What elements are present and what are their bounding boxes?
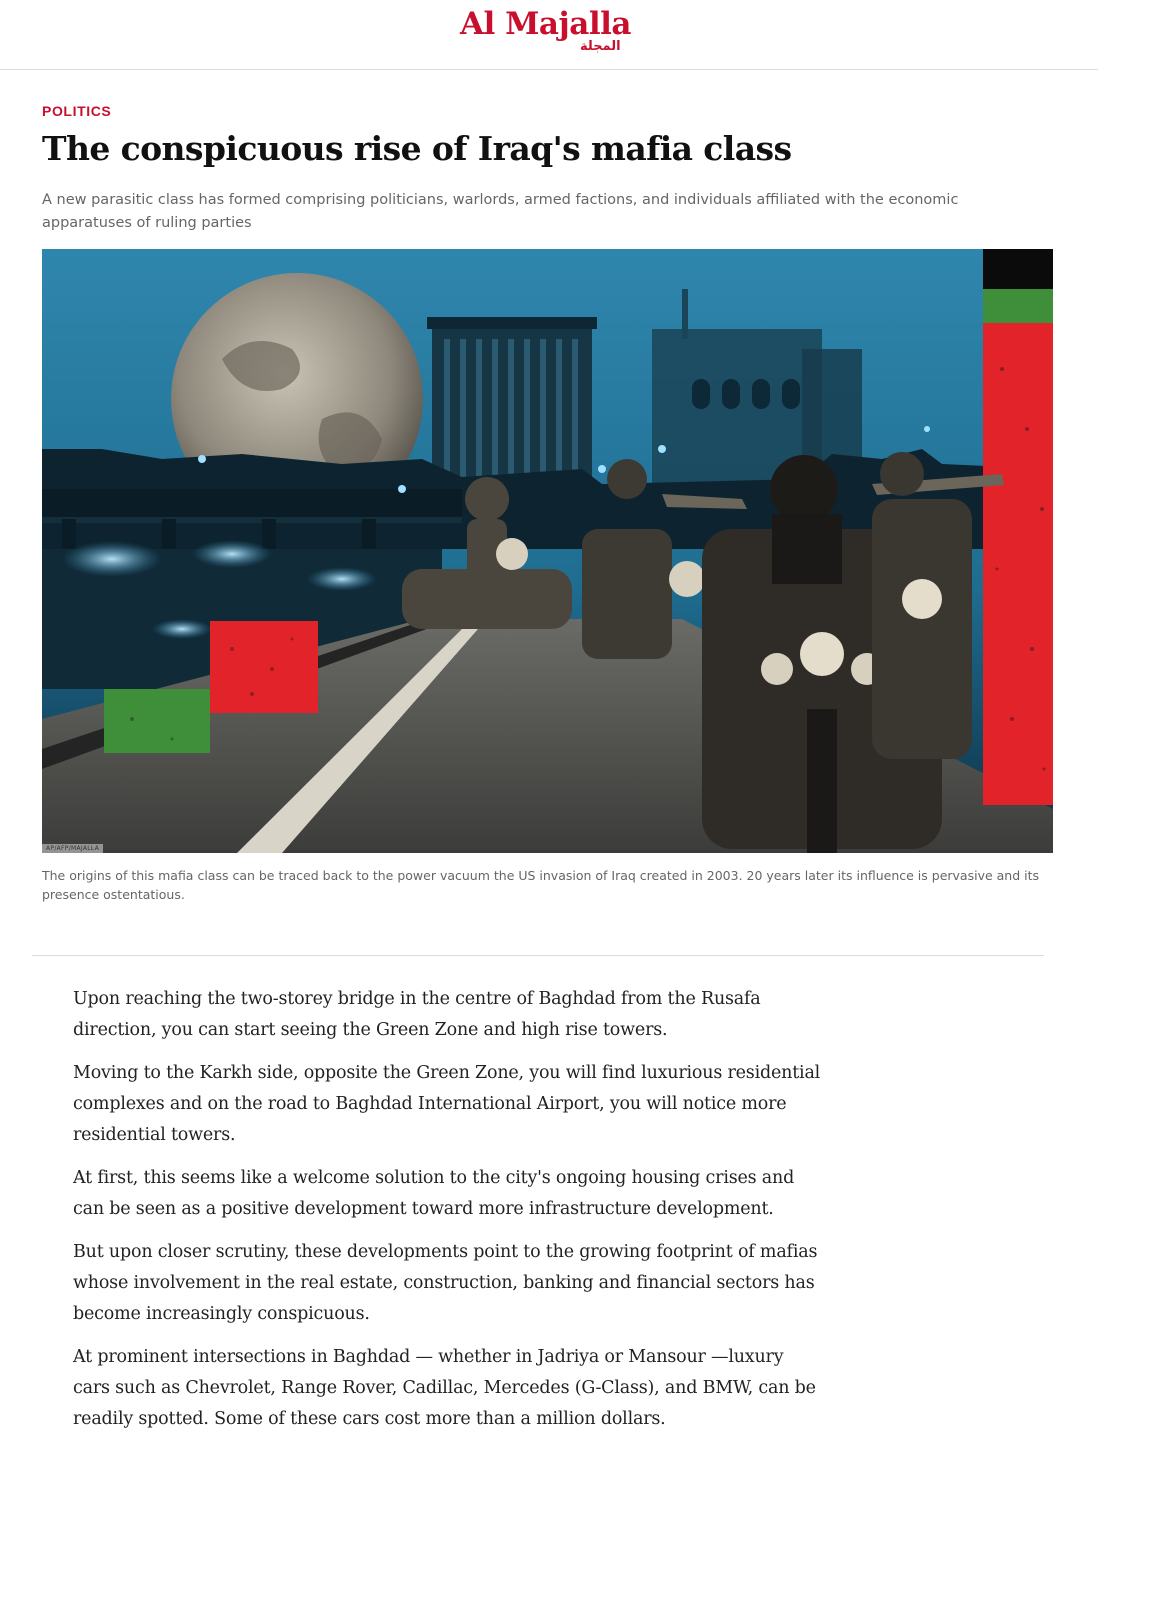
image-caption: The origins of this mafia class can be traced back to the power vacuum the US invasion of Iraq created in 2003. 20 years later its influence is pervasive and its presence ostentatious. <box>42 868 1040 902</box>
paragraph: At prominent intersections in Baghdad — whether in Jadriya or Mansour —luxury cars such as Chevrolet, Range Rover, Cadillac, Mercedes (G-Class), and BMW, can be readily spotted. Some of these cars cost more than a million dollars. <box>73 1347 816 1429</box>
paragraph: Moving to the Karkh side, opposite the Green Zone, you will find luxurious residential complexes and on the road to Baghdad International Airport, you will notice more residential towers. <box>73 1063 821 1145</box>
site-logo[interactable] <box>460 6 630 62</box>
paragraph: At first, this seems like a welcome solution to the city's ongoing housing crises and can be seen as a positive development toward more infrastructure development. <box>73 1168 795 1219</box>
logo-wordmark: Al Majalla <box>460 6 631 42</box>
category-link[interactable]: POLITICS <box>42 103 112 119</box>
paragraph: But upon closer scrutiny, these developments point to the growing footprint of mafias whose involvement in the real estate, construction, banking and financial sectors has become increasingly conspicuous. <box>73 1242 818 1324</box>
article-standfirst: A new parasitic class has formed comprising politicians, warlords, armed factions, and individuals affiliated with the economic apparatuses of ruling parties <box>42 192 959 231</box>
article-header <box>42 103 1052 235</box>
logo-arabic-wordmark: المجلة <box>580 39 621 54</box>
article-body <box>73 984 823 1447</box>
hero-image <box>42 249 1053 853</box>
image-credit: AP/AFP/MAJALLA <box>42 844 103 853</box>
paragraph: Upon reaching the two-storey bridge in the centre of Baghdad from the Rusafa direction, you can start seeing the Green Zone and high rise towers. <box>73 989 761 1040</box>
site-header <box>0 0 1098 70</box>
article-title: The conspicuous rise of Iraq's mafia class <box>42 129 792 168</box>
hero-illustration <box>42 249 1053 853</box>
section-divider <box>32 955 1044 956</box>
